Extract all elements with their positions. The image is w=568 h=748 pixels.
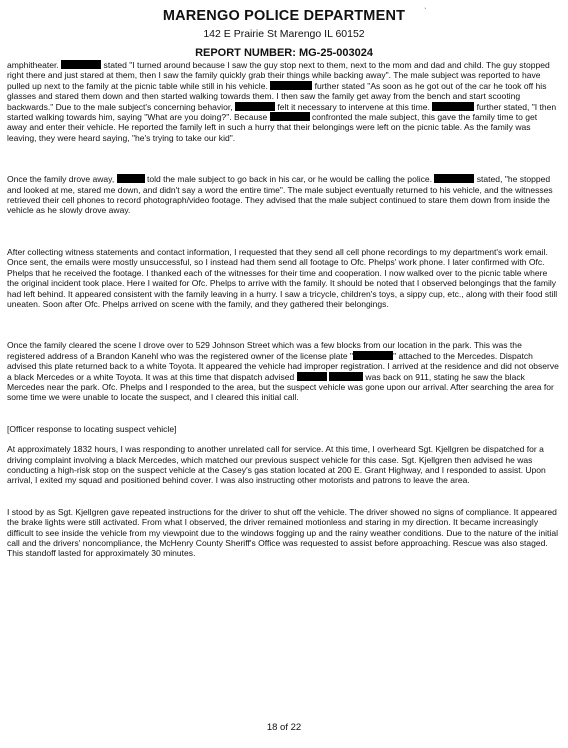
redaction-box <box>329 372 363 381</box>
paragraph-suspect-located: At approximately 1832 hours, I was responding to another unrelated call for service. At this time, I overheard Sgt. Kjellgren be dispatched for a driving complaint involving a black Mercedes, which matched our previous suspect vehicle for this case. Sgt. Kjellgren then advised he was conducting a high-risk stop on the suspect vehicle at the Casey's gas station located at 200 E. Grant Highway, and I responded to assist. Upon arrival, I exited my squad and positioned behind cover. I was also instructing other motorists and patrons to leave the area. <box>7 444 546 486</box>
scan-mark: ` <box>424 7 427 16</box>
report-number: REPORT NUMBER: MG-25-003024 <box>195 47 373 59</box>
redaction-box <box>235 102 275 111</box>
redaction-box <box>297 372 327 381</box>
redaction-box <box>117 174 145 183</box>
text-run: further stated "As soon as he got out of the car he took off his glasses and stared them down and then started walking towards them. I then saw the family get away from the bench and start scooting backwards." Due to the male subject's concerning behavior, <box>7 80 547 112</box>
paragraph-family-departure <box>7 174 559 216</box>
text-run: confronted the male subject, this gave the family time to get away and enter their vehicle. He reported the family left in such a hurry that their belongings were left on the picnic table. As the family was leaving, they were heard saying, "he's trying to take our kid". <box>7 112 538 143</box>
paragraph-standoff: I stood by as Sgt. Kjellgren gave repeated instructions for the driver to shut off the vehicle. The driver showed no signs of compliance. It appeared the brake lights were still activated. From what I observed, the driver remained motionless and staring in my direction. It became increasingly difficult to see inside the vehicle from my viewpoint due to the windows fogging up and the rainy weather conditions. Due to the nature of the initial call and the drivers' noncompliance, the McHenry County Sheriff's Office was requested to assist before approaching. Rescue was also staged. This standoff lasted for approximately 30 minutes. <box>7 506 558 559</box>
redaction-box <box>61 60 101 69</box>
redaction-box <box>434 174 474 183</box>
text-run: was back on 911, stating he saw the black Mercedes near the park. Ofc. Phelps and I responded to the area, but the suspect vehicle was gone upon our arrival. After searching the area for some time we were unable to locate the suspect, and I cleared this initial call. <box>7 371 554 403</box>
redaction-box <box>353 351 393 360</box>
paragraph-registration-check <box>7 340 559 402</box>
text-run: Once the family drove away, <box>7 174 115 185</box>
text-run: amphitheater. <box>7 60 59 70</box>
report-header <box>0 8 568 59</box>
text-run: told the male subject to go back in his car, or he would be calling the police. <box>146 174 433 185</box>
section-heading: [Officer response to locating suspect vehicle] <box>7 423 177 434</box>
paragraph-witness-statement <box>7 60 559 143</box>
text-run: stated, "he stopped and looked at me, stared me down, and didn't say a word the entire time". The male subject eventually returned to his vehicle, and the witnesses retrieved their cell phones to record photograph/video footage. They advised that the male subject continued to stare them down from inside the vehicle as he slowly drove away. <box>7 174 553 216</box>
text-run: stated "I turned around because I saw the guy stop next to them, next to the mom and dad and child. The guy stopped right there and just stared at them, then I saw the family quickly grab their things while backing away". The male subject was reported to have pulled up next to the family at the picnic table while still in his vehicle. <box>7 60 550 91</box>
department-address: 142 E Prairie St Marengo IL 60152 <box>203 28 365 40</box>
redaction-box <box>270 112 310 121</box>
paragraph-evidence-collection: After collecting witness statements and contact information, I requested that they send all cell phone recordings to my department's work email. Once sent, the emails were mostly unsuccessful, so I instead had them send all footage to Ofc. Phelps' work phone. I later confirmed with Ofc. Phelps that he received the footage. I thanked each of the witnesses for their time and cooperation. I now walked over to the picnic table where the original incident took place. Here I waited for Ofc. Phelps to arrive with the family. It should be noted that I observed belongings that the family had left behind. It appeared consistent with the family leaving in a hurry. I saw a tricycle, children's toys, a sippy cup, etc., along with their food still uneaten. Soon after Ofc. Phelps arrived on scene with the family, and they gathered their belongings. <box>7 246 558 309</box>
text-run: felt it necessary to intervene at this time. <box>277 101 430 112</box>
redaction-box <box>432 102 474 111</box>
text-run: Once the family cleared the scene I drove over to 529 Johnson Street which was a few blocks from our location in the park. This was the registered address of a Brandon Kanehl who was the registered owner of the license plate " <box>7 340 522 361</box>
report-body <box>7 60 559 559</box>
text-run: further stated, "I then started walking towards him, saying "What are you doing?". Because <box>7 101 557 123</box>
department-name: MARENGO POLICE DEPARTMENT <box>162 8 406 24</box>
text-run: " attached to the Mercedes. Dispatch advised this plate returned back to a white Toyota. It appeared the vehicle had improper registration. I arrived at the residence and did not observe a black Mercedes or a white Toyota. It was at this time that dispatch advised <box>7 350 559 382</box>
page-number: 18 of 22 <box>266 722 302 733</box>
redaction-box <box>270 81 312 90</box>
